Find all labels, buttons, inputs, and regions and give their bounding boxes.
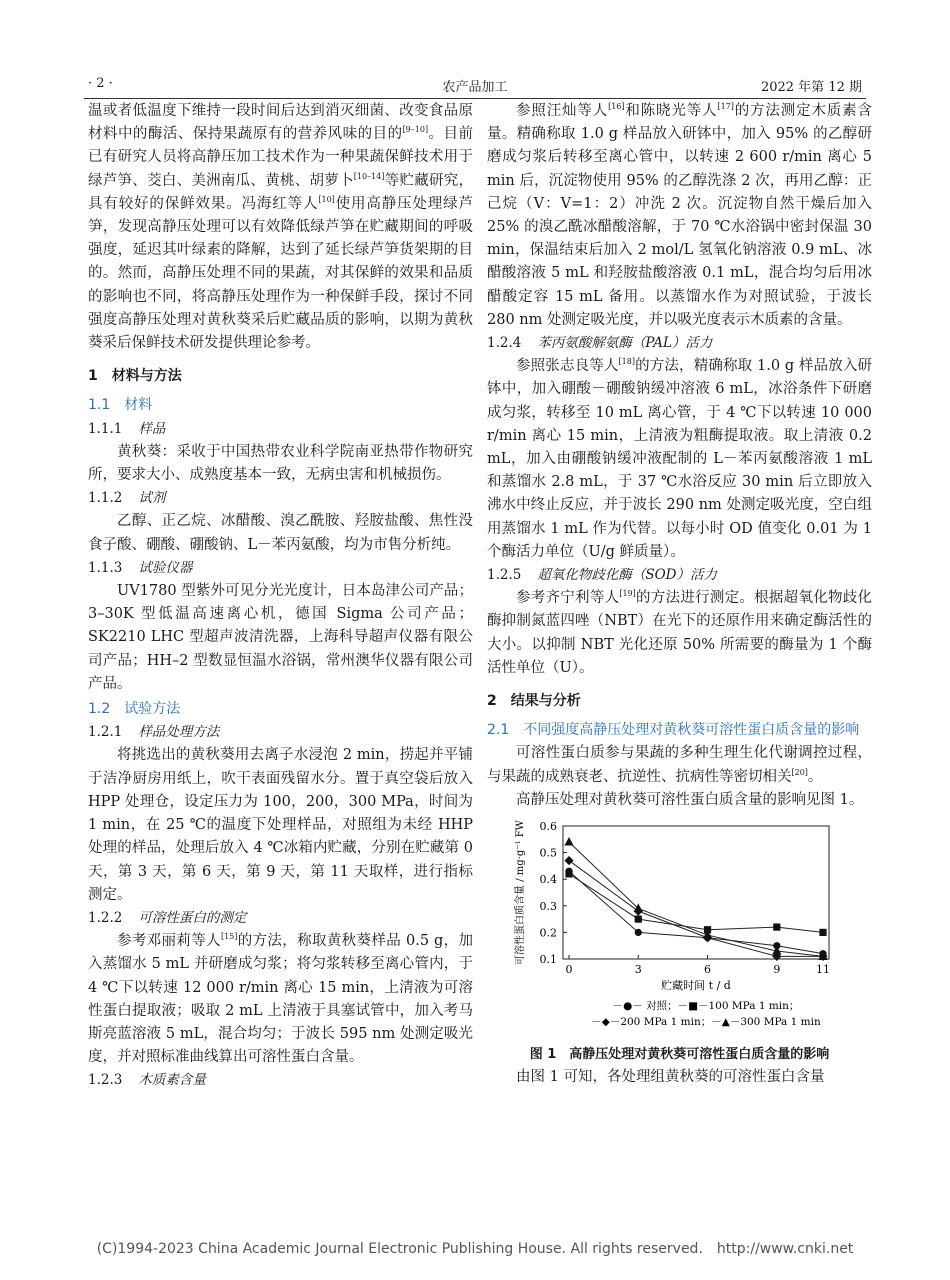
intro-paragraph: 温或者低温度下维持一段时间后达到消灭细菌、改变食品原材料中的酶活、保持果蔬原有的营养风味的目的[9–10]。目前已有研究人员将高静压加工技术作为一种果蔬保鲜技术用于绿芦笋、茭白、美洲南瓜、黄桃、胡萝卜[10–14]等贮藏研究，具有较好的保鲜效果。冯海红等人[10]使用高静压处理绿芦笋，发现高静压处理可以有效降低绿芦笋在贮藏期间的呼吸强度，延迟其叶绿素的降解，达到了延长绿芦笋货架期的目的。然而，高静压处理不同的果蔬，对其保鲜的效果和品质的影响也不同，将高静压处理作为一种保鲜手段，探讨不同强度高静压处理对黄秋葵采后贮藏品质的影响，以期为黄秋葵采后保鲜技术研发提供理论参考。 — [88, 103, 474, 352]
right-column — [487, 100, 872, 1090]
data-point-square — [635, 916, 642, 923]
plot-frame — [563, 826, 829, 959]
paragraph-reagents: 乙醇、正乙烷、冰醋酸、溴乙酰胺、羟胺盐酸、焦性没食子酸、硼酸、硼酸钠、L－苯丙氨酸，均为市售分析纯。 — [88, 513, 473, 553]
figure-1 — [487, 816, 872, 1041]
y-axis-label: 可溶性蛋白质含量 / mg·g⁻¹ FW — [515, 820, 526, 966]
paragraph-see-figure: 高静压处理对黄秋葵可溶性蛋白质含量的影响见图 1。 — [516, 791, 864, 808]
y-tick-label: 0.4 — [539, 873, 557, 887]
running-header — [84, 76, 866, 99]
page-number: · 2 · — [88, 76, 113, 91]
series-line-1 — [569, 871, 823, 953]
copyright-footer: (C)1994-2023 China Academic Journal Electronic Publishing House. All rights reserved. http://www.cnki.net — [96, 1241, 854, 1257]
subsection-1-1-1: 1.1.1 样品 — [88, 420, 166, 437]
subsection-1-2-4: 1.2.4 苯丙氨酸解氨酶（PAL）活力 — [487, 335, 713, 352]
x-tick-label: 0 — [565, 963, 573, 977]
data-point-circle — [635, 929, 642, 936]
left-column — [88, 100, 473, 1093]
paragraph-sod: 参考齐宁利等人[19]的方法进行测定。根据超氧化物歧化酶抑制氮蓝四唑（NBT）在光下的还原作用来确定酶活性的大小。以抑制 NBT 光化还原 50% 所需要的酶量为 1 个酶活性单位（U）。 — [487, 589, 873, 676]
data-point-diamond — [564, 856, 573, 865]
paragraph-pal: 参照张志良等人[18]的方法，精确称取 1.0 g 样品放入研钵中，加入硼酸－硼酸钠缓冲溶液 6 mL，冰浴条件下研磨成匀浆，转移至 10 mL 离心管，于 4 ℃下以转速 10 000 r/min 离心 15 min，上清液为粗酶提取液。取上清液 0.2 mL，加入由硼酸钠缓冲液配制的 L－苯丙氨酸溶液 1 mL 和蒸馏水 2.8 mL，于 37 ℃水浴反应 30 min 后立即放入沸水中终止反应，并于波长 290 nm 处测定吸光度，空白组用蒸馏水 1 mL 作为代替。以每小时 OD 值变化 0.01 为 1 个酶活力单位（U/g 鲜质量）。 — [487, 357, 873, 560]
series-line-2 — [569, 874, 823, 933]
section-heading-2-1: 2.1 不同强度高静压处理对黄秋葵可溶性蛋白质含量的影响 — [487, 722, 860, 739]
section-heading-2: 2 结果与分析 — [487, 693, 581, 710]
paragraph-soluble-protein: 参考邓丽莉等人[15]的方法，称取黄秋葵样品 0.5 g，加入蒸馏水 5 mL 并研磨成匀浆；将匀浆转移至离心管内，于 4 ℃下以转速 12 000 r/min 离心 15 min，上清液为可溶性蛋白提取液；吸取 2 mL 上清液于具塞试管中，加入考马斯亮蓝溶液 5 mL，混合均匀；于波长 595 nm 处测定吸光度，并对照标准曲线算出可溶性蛋白含量。 — [88, 932, 474, 1066]
subsection-1-1-2: 1.1.2 试剂 — [88, 490, 166, 507]
x-tick-label: 3 — [634, 963, 642, 977]
data-point-square — [773, 924, 780, 931]
subsection-1-2-5: 1.2.5 超氧化物歧化酶（SOD）活力 — [487, 567, 717, 584]
section-heading-1: 1 材料与方法 — [88, 368, 182, 385]
legend-line-2: －◆－200 MPa 1 min；－▲－300 MPa 1 min — [591, 1016, 821, 1029]
legend-line-1: －●－ 对照；－■－100 MPa 1 min； — [612, 1000, 800, 1013]
data-point-square — [565, 870, 572, 877]
subsection-1-2-3: 1.2.3 木质素含量 — [88, 1072, 206, 1089]
subsection-1-2-2: 1.2.2 可溶性蛋白的测定 — [88, 909, 247, 926]
subsection-1-2-1: 1.2.1 样品处理方法 — [88, 724, 220, 741]
subsection-1-1-3: 1.1.3 试验仪器 — [88, 559, 193, 576]
y-tick-label: 0.3 — [539, 899, 557, 913]
paragraph-figure-discussion: 由图 1 可知，各处理组黄秋葵的可溶性蛋白含量 — [516, 1069, 825, 1086]
paragraph-lignin: 参照汪灿等人[16]和陈晓光等人[17]的方法测定木质素含量。精确称取 1.0 g 样品放入研钵中，加入 95% 的乙醇研磨成匀浆后转移至离心管中，以转速 2 600 r/min 离心 5 min 后，沉淀物使用 95% 的乙醇洗涤 2 次，再用乙醇：正己烷（V：V=1：2）冲洗 2 次。沉淀物自然干燥后加入 25% 的溴乙酰冰醋酸溶解，于 70 ℃水浴锅中密封保温 30 min，保温结束后加入 2 mol/L 氢氧化钠溶液 0.9 mL、冰醋酸溶液 5 mL 和羟胺盐酸溶液 0.1 mL，混合均匀后用冰醋酸定容 15 mL 备用。以蒸馏水作为对照试验，于波长 280 nm 处测定吸光度，并以吸光度表示木质素的含量。 — [487, 102, 873, 328]
series-line-3 — [569, 861, 823, 957]
data-point-square — [819, 929, 826, 936]
figure-caption: 图 1 高静压处理对黄秋葵可溶性蛋白质含量的影响 — [529, 1047, 830, 1063]
x-tick-label: 6 — [704, 963, 712, 977]
y-tick-label: 0.5 — [539, 846, 557, 860]
paragraph-results-intro: 可溶性蛋白质参与果蔬的多种生理生化代谢调控过程，与果蔬的成熟衰老、抗逆性、抗病性等密切相关[20]。 — [487, 745, 872, 785]
y-tick-label: 0.2 — [539, 926, 557, 940]
y-tick-label: 0.1 — [539, 953, 557, 967]
section-heading-1-2: 1.2 试验方法 — [88, 701, 181, 718]
data-point-triangle — [564, 837, 573, 846]
line-chart — [487, 816, 872, 1041]
paragraph-instruments: UV1780 型紫外可见分光光度计，日本岛津公司产品；3–30K 型低温高速离心机，德国 Sigma 公司产品；SK2210 LHC 型超声波清洗器，上海科导超声仪器有限公司产品；HH–2 型数显恒温水浴锅，常州澳华仪器有限公司产品。 — [88, 583, 473, 692]
x-tick-label: 9 — [773, 963, 781, 977]
x-tick-label: 11 — [816, 963, 830, 977]
x-axis-label: 贮藏时间 t / d — [661, 979, 731, 993]
y-tick-label: 0.6 — [539, 820, 557, 834]
issue-label: 2022 年第 12 期 — [760, 80, 862, 95]
paragraph-sample-treatment: 将挑选出的黄秋葵用去离子水浸泡 2 min，捞起并平铺于洁净厨房用纸上，吹干表面残留水分。置于真空袋后放入 HPP 处理仓，设定压力为 100，200，300 MPa，时间为 1 min，在 25 ℃的温度下处理样品，对照组为未经 HHP 处理的样品，处理后放入 4 ℃冰箱内贮藏，分别在贮藏第 0 天，第 3 天，第 6 天，第 9 天，第 11 天取样，进行指标测定。 — [88, 747, 473, 903]
paragraph-sample: 黄秋葵：采收于中国热带农业科学院南亚热带作物研究所，要求大小、成熟度基本一致，无病虫害和机械损伤。 — [88, 443, 473, 484]
section-heading-1-1: 1.1 材料 — [88, 397, 153, 414]
journal-name: 农产品加工 — [442, 80, 508, 95]
